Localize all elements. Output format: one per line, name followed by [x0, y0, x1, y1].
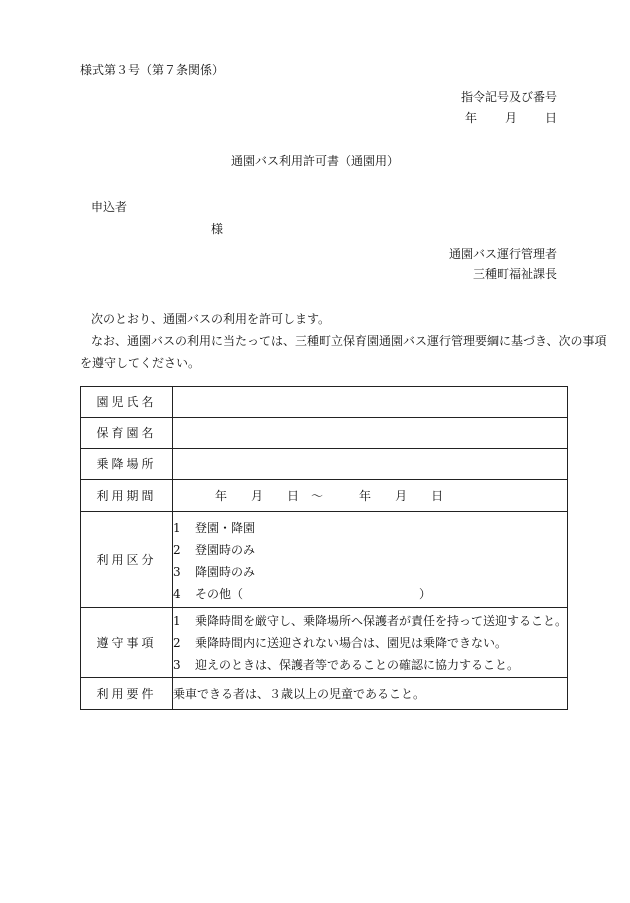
child-name-value	[172, 387, 567, 418]
period-label: 利用期間	[81, 480, 173, 512]
item-number: 2	[172, 636, 181, 650]
rules-value	[172, 608, 567, 678]
requirements-value: 乗車できる者は、３歳以上の児童であること。	[172, 678, 567, 710]
body-text-line-2: なお、通園バスの利用に当たっては、三種町立保育園通園バス運行管理要綱に基づき、次の事項	[91, 334, 607, 348]
permit-table	[80, 386, 568, 710]
table-row-boarding-place	[81, 449, 568, 480]
issue-date	[465, 111, 557, 125]
rules-label: 遵守事項	[81, 608, 173, 678]
nursery-name-value	[172, 418, 567, 449]
item-text: 登園時のみ	[194, 542, 255, 557]
date-year: 年	[464, 111, 477, 125]
item-text: 乗降時間を厳守し、乗降場所へ保護者が責任を持って送迎すること。	[194, 614, 567, 628]
period-value	[172, 480, 567, 512]
date-month: 月	[504, 111, 517, 125]
reference-number: 指令記号及び番号	[460, 90, 557, 104]
table-row-period	[81, 480, 568, 512]
period-start-month: 月	[251, 488, 264, 503]
usage-type-value	[172, 512, 567, 608]
list-item	[173, 654, 567, 676]
item-number: 4	[172, 586, 181, 601]
period-start-year: 年	[214, 488, 227, 503]
issuer-role: 通園バス運行管理者	[448, 247, 557, 261]
list-item	[173, 539, 567, 561]
period-start-day: 日	[287, 488, 300, 503]
item-text: 乗降時間内に送迎されない場合は、園児は乗降できない。	[194, 636, 507, 650]
item-number: 3	[172, 564, 181, 579]
requirements-label: 利用要件	[81, 678, 173, 710]
list-item	[173, 610, 567, 632]
child-name-label: 園児氏名	[81, 387, 173, 418]
table-row-rules	[81, 608, 568, 678]
item-text: 登園・降園	[194, 520, 255, 535]
item-text: その他（	[194, 586, 243, 601]
boarding-place-label: 乗降場所	[81, 449, 173, 480]
list-item	[173, 632, 567, 654]
honorific: 様	[211, 222, 224, 236]
body-text-line-3: を遵守してください。	[80, 356, 201, 370]
item-number: 1	[172, 614, 181, 628]
nursery-name-label: 保育園名	[81, 418, 173, 449]
item-number: 3	[172, 658, 181, 672]
body-text-line-1: 次のとおり、通園バスの利用を許可します。	[91, 312, 331, 326]
period-end-year: 年	[359, 488, 372, 503]
item-number: 1	[172, 520, 181, 535]
applicant-label: 申込者	[91, 200, 128, 214]
item-text: 迎えのときは、保護者等であることの確認に協力すること。	[194, 658, 519, 672]
date-day: 日	[544, 111, 557, 125]
list-item	[173, 517, 567, 539]
item-number: 2	[172, 542, 181, 557]
table-row-usage-type	[81, 512, 568, 608]
usage-type-label: 利用区分	[81, 512, 173, 608]
period-end-day: 日	[431, 488, 444, 503]
list-item	[173, 583, 567, 605]
period-separator: ～	[311, 488, 324, 503]
issuer-name: 三種町福祉課長	[472, 267, 557, 281]
table-row-nursery-name	[81, 418, 568, 449]
item-close-paren: ）	[419, 586, 432, 601]
item-text: 降園時のみ	[194, 564, 255, 579]
boarding-place-value	[172, 449, 567, 480]
table-row-requirements	[81, 678, 568, 710]
period-end-month: 月	[395, 488, 408, 503]
list-item	[173, 561, 567, 583]
document-title: 通園バス利用許可書（通園用）	[230, 154, 399, 168]
table-row-child-name	[81, 387, 568, 418]
form-number: 様式第３号（第７条関係）	[80, 63, 225, 77]
